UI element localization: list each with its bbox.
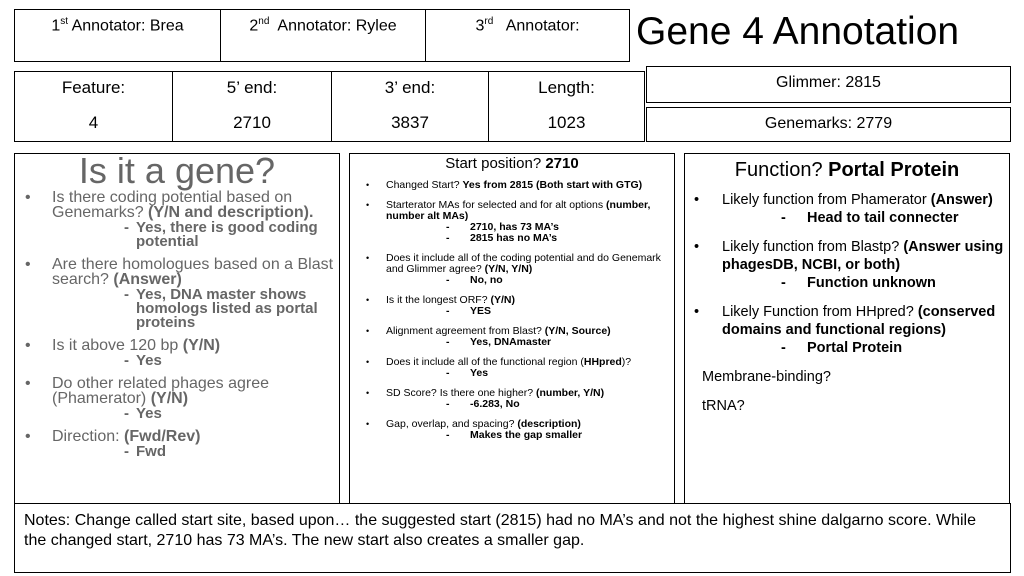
answer-text: - Makes the gap smaller	[386, 430, 674, 441]
answer-text: - Yes, DNAmaster	[386, 337, 674, 348]
answer-text: - Yes	[52, 354, 339, 368]
genemarks-text: Genemarks: 2779	[764, 115, 893, 132]
list-item	[350, 295, 674, 317]
question-text: Is there coding potential based on Genemarks?	[52, 189, 293, 221]
list-item	[685, 238, 1009, 293]
function-panel	[684, 153, 1010, 504]
notes-text: Notes: Change called start site, based upon… the suggested start (2815) had no MA’s and not the highest shine dalgarno score. While the changed start, 2710 has 73 MA’s. The new start also creates a smaller gap.	[24, 512, 976, 549]
question-text: Likely function from Phamerator	[722, 192, 931, 208]
annotator-3-cell	[426, 10, 629, 61]
question-text: Does it include all of the functional region (	[386, 356, 584, 368]
feature-table	[14, 71, 645, 142]
question-hint: (Y/N and description).	[148, 204, 314, 221]
annotator-1-ordinal: 1	[51, 17, 61, 35]
annotator-1-suffix: st	[60, 16, 69, 27]
list-item	[15, 429, 339, 459]
annotator-2-cell	[221, 10, 426, 61]
annotator-2-suffix: nd	[258, 16, 270, 27]
answer-text: - Portal Protein	[722, 339, 1009, 358]
question-hint: (Y/N, Source)	[544, 325, 611, 337]
gene-heading: Is it a gene?	[78, 150, 276, 191]
question-hint: (number, Y/N)	[536, 387, 605, 399]
question-text: Likely function from Blastp?	[722, 239, 904, 255]
answer-text: - Yes	[386, 368, 674, 379]
page-title: Gene 4 Annotation	[636, 10, 960, 53]
feature-label: Feature:	[61, 78, 126, 97]
question-text: SD Score? Is there one higher?	[386, 387, 537, 399]
question-hint: (Y/N)	[150, 390, 189, 407]
question-text: Are there homologues based on a Blast search?	[52, 256, 334, 288]
answer-text: - 2710, has 73 MA’s	[386, 222, 674, 233]
list-item	[350, 419, 674, 441]
question-hint: HHpred	[583, 356, 622, 368]
question-answer: Yes from 2815 (Both start with GTG)	[462, 179, 643, 191]
length-cell	[489, 72, 644, 141]
length-value: 1023	[547, 113, 586, 132]
annotator-1-cell	[15, 10, 221, 61]
function-heading-label: Function?	[734, 159, 829, 181]
three-prime-value: 3837	[391, 113, 429, 132]
list-item	[350, 253, 674, 286]
list-item	[685, 191, 1009, 228]
question-text: Alignment agreement from Blast?	[386, 325, 545, 337]
question-text: Direction:	[52, 428, 125, 445]
length-label: Length:	[538, 78, 595, 97]
gene-evidence-panel	[14, 150, 340, 504]
start-heading-value: 2710	[545, 155, 579, 172]
answer-text: - Fwd	[52, 445, 339, 459]
answer-text: - Yes, DNA master shows homologs listed as portal proteins	[52, 288, 339, 330]
annotator-3-suffix: rd	[484, 16, 494, 27]
annotator-2-label: Annotator: Rylee	[269, 17, 397, 35]
question-hint: (number, number alt MAs)	[386, 199, 651, 222]
list-item	[350, 357, 674, 379]
gene-question-list	[15, 190, 339, 459]
list-item	[15, 376, 339, 421]
start-question-list	[350, 180, 674, 441]
list-item	[350, 388, 674, 410]
question-hint: (description)	[517, 418, 581, 430]
question-hint: (Answer)	[930, 192, 993, 208]
genemarks-box	[646, 107, 1011, 142]
annotator-2-ordinal: 2	[249, 17, 259, 35]
annotator-3-ordinal: 3	[475, 17, 485, 35]
list-item	[685, 303, 1009, 358]
question-text: Does it include all of the coding potential and do Genemark and Glimmer agree?	[386, 252, 661, 275]
answer-text: - No, no	[386, 275, 674, 286]
annotator-table	[14, 9, 630, 62]
question-hint: (Fwd/Rev)	[124, 428, 201, 445]
answer-text: - YES	[386, 306, 674, 317]
three-prime-cell	[332, 72, 489, 141]
answer-text: - 2815 has no MA’s	[386, 233, 674, 244]
answer-text: - Head to tail connecter	[722, 209, 1009, 228]
list-item	[350, 326, 674, 348]
answer-text: - Yes	[52, 407, 339, 421]
start-position-panel	[349, 153, 675, 504]
feature-value: 4	[88, 113, 99, 132]
function-heading	[685, 159, 1009, 182]
list-item	[15, 257, 339, 330]
question-hint: (Y/N, Y/N)	[484, 263, 533, 275]
function-question-list	[685, 191, 1009, 358]
answer-text: - Function unknown	[722, 274, 1009, 293]
question-hint: (Answer)	[113, 271, 182, 288]
question-text: Is it the longest ORF?	[386, 294, 491, 306]
question-text: Do other related phages agree (Phamerator)	[52, 375, 270, 407]
question-text: Changed Start?	[386, 179, 463, 191]
five-prime-cell	[173, 72, 332, 141]
question-text-end: )?	[621, 356, 632, 368]
question-text: Is it above 120 bp	[52, 337, 183, 354]
annotator-1-label: Annotator: Brea	[68, 17, 184, 35]
feature-cell	[15, 72, 173, 141]
question-hint: (Y/N)	[490, 294, 515, 306]
five-prime-value: 2710	[233, 113, 271, 132]
notes-box	[14, 503, 1011, 573]
question-text: Gap, overlap, and spacing?	[386, 418, 518, 430]
question-hint: (conserved domains and functional regions)	[722, 304, 996, 338]
function-heading-value: Portal Protein	[828, 159, 960, 181]
list-item	[15, 190, 339, 249]
question-hint: (Y/N)	[182, 337, 221, 354]
question-text: Starterator MAs for selected and for alt options	[386, 199, 607, 211]
start-heading-label: Start position?	[445, 155, 546, 172]
list-item	[350, 180, 674, 191]
glimmer-text: Glimmer: 2815	[776, 74, 881, 91]
trna-question: tRNA?	[702, 398, 745, 414]
list-item	[350, 200, 674, 244]
question-hint: (Answer using phagesDB, NCBI, or both)	[722, 239, 1004, 273]
three-prime-label: 3’ end:	[384, 78, 436, 97]
question-text: Likely Function from HHpred?	[722, 304, 918, 320]
glimmer-box	[646, 66, 1011, 103]
annotator-3-label: Annotator:	[493, 17, 580, 35]
list-item	[15, 338, 339, 368]
membrane-binding-question: Membrane-binding?	[702, 369, 831, 385]
answer-text: - Yes, there is good coding potential	[52, 221, 339, 249]
start-heading	[350, 155, 674, 172]
answer-text: - -6.283, No	[386, 399, 674, 410]
five-prime-label: 5’ end:	[226, 78, 278, 97]
